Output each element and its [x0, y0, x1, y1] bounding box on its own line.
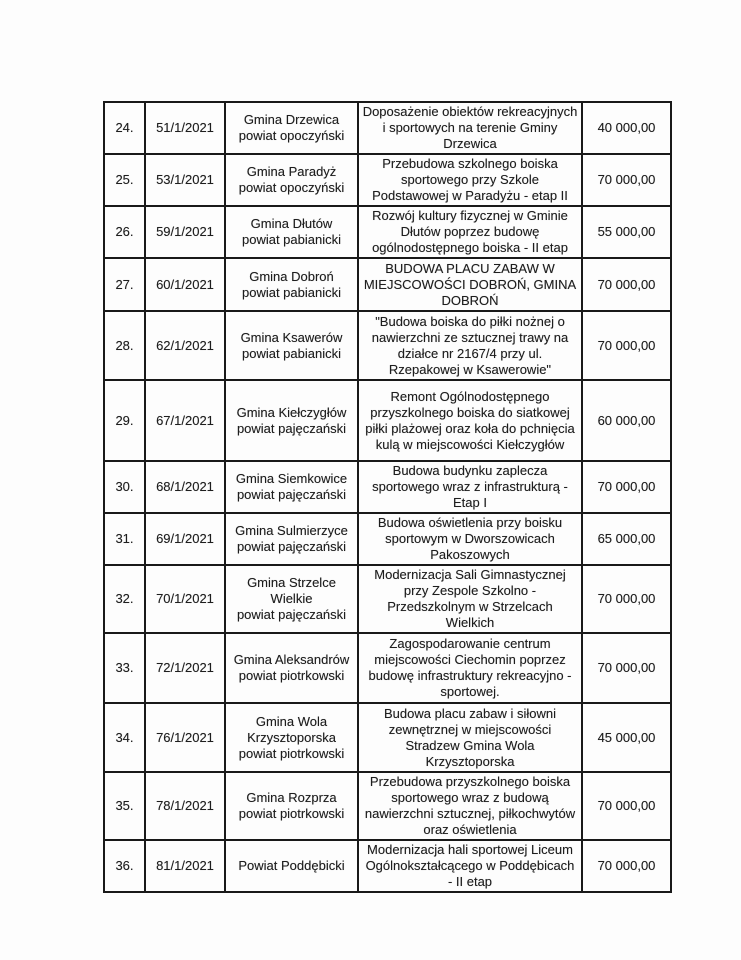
beneficiary-cell — [225, 311, 358, 380]
row-number-cell: 25. — [104, 154, 145, 206]
beneficiary-cell — [225, 154, 358, 206]
row-number-cell: 29. — [104, 380, 145, 461]
beneficiary-district: powiat pabianicki — [241, 345, 341, 361]
application-number-cell: 72/1/2021 — [145, 633, 225, 703]
table-row — [104, 772, 671, 840]
beneficiary-district: powiat opoczyński — [238, 128, 345, 143]
beneficiary-district: powiat pabianicki — [241, 232, 341, 247]
beneficiary-district: powiat pajęczański — [236, 607, 347, 622]
amount-cell: 65 000,00 — [582, 513, 671, 565]
beneficiary-name: Gmina Kiełczygłów — [236, 404, 347, 420]
beneficiary-district: powiat pajęczański — [236, 539, 347, 554]
row-number-cell: 32. — [104, 565, 145, 633]
application-number-cell: 69/1/2021 — [145, 513, 225, 565]
beneficiary-cell — [225, 461, 358, 513]
beneficiary-district: powiat piotrkowski — [238, 745, 345, 761]
beneficiary-cell — [225, 840, 358, 892]
beneficiary-district: powiat pajęczański — [236, 420, 347, 436]
application-number-cell: 60/1/2021 — [145, 258, 225, 311]
beneficiary-cell — [225, 772, 358, 840]
project-name-cell: Modernizacja hali sportowej Liceum Ogólnokształcącego w Poddębicach - II etap — [358, 840, 582, 892]
amount-cell: 55 000,00 — [582, 206, 671, 258]
table-row — [104, 102, 671, 154]
beneficiary-name: Gmina Siemkowice — [235, 471, 348, 486]
beneficiary-cell — [225, 380, 358, 461]
beneficiary-name: Gmina Drzewica — [243, 112, 340, 127]
beneficiary-cell — [225, 703, 358, 772]
project-name-cell: Zagospodarowanie centrum miejscowości Ciechomin poprzez budowę infrastruktury rekreacyjno - sportowej. — [358, 633, 582, 703]
project-name-cell: Budowa oświetlenia przy boisku sportowym w Dworszowicach Pakoszowych — [358, 513, 582, 565]
beneficiary-cell — [225, 258, 358, 311]
application-number-cell: 78/1/2021 — [145, 772, 225, 840]
table-row — [104, 840, 671, 892]
table-row — [104, 513, 671, 565]
row-number-cell: 34. — [104, 703, 145, 772]
beneficiary-name: Gmina Dobroń — [249, 268, 334, 284]
table-row — [104, 380, 671, 461]
beneficiary-cell — [225, 206, 358, 258]
application-number-cell: 70/1/2021 — [145, 565, 225, 633]
table-row — [104, 311, 671, 380]
beneficiary-name: Gmina Wola Krzysztoporska — [247, 713, 336, 745]
project-name-cell: Modernizacja Sali Gimnastycznej przy Zespole Szkolno - Przedszkolnym w Strzelcach Wielkich — [358, 565, 582, 633]
row-number-cell: 33. — [104, 633, 145, 703]
amount-cell: 70 000,00 — [582, 258, 671, 311]
beneficiary-district: powiat opoczyński — [238, 180, 345, 195]
project-name-cell: Przebudowa przyszkolnego boiska sportowego wraz z budową nawierzchni sztucznej, piłkochwytów oraz oświetlenia — [358, 772, 582, 840]
beneficiary-cell — [225, 513, 358, 565]
beneficiary-district: powiat pajęczański — [236, 487, 347, 502]
row-number-cell: 36. — [104, 840, 145, 892]
application-number-cell: 81/1/2021 — [145, 840, 225, 892]
row-number-cell: 30. — [104, 461, 145, 513]
beneficiary-name: Gmina Strzelce Wielkie — [247, 575, 336, 606]
table-row — [104, 258, 671, 311]
project-name-cell: BUDOWA PLACU ZABAW W MIEJSCOWOŚCI DOBROŃ, GMINA DOBROŃ — [358, 258, 582, 311]
row-number-cell: 24. — [104, 102, 145, 154]
beneficiary-name: Gmina Paradyż — [246, 164, 337, 179]
amount-cell: 70 000,00 — [582, 461, 671, 513]
amount-cell: 70 000,00 — [582, 633, 671, 703]
project-name-cell: Doposażenie obiektów rekreacyjnych i sportowych na terenie Gminy Drzewica — [358, 102, 582, 154]
beneficiary-district: powiat piotrkowski — [238, 806, 345, 821]
table-row — [104, 461, 671, 513]
application-number-cell: 68/1/2021 — [145, 461, 225, 513]
beneficiary-name: Gmina Rozprza — [246, 790, 337, 805]
application-number-cell: 51/1/2021 — [145, 102, 225, 154]
row-number-cell: 35. — [104, 772, 145, 840]
project-name-cell: Przebudowa szkolnego boiska sportowego przy Szkole Podstawowej w Paradyżu - etap II — [358, 154, 582, 206]
beneficiary-district: powiat pabianicki — [241, 284, 341, 300]
row-number-cell: 26. — [104, 206, 145, 258]
amount-cell: 70 000,00 — [582, 565, 671, 633]
project-name-cell: Rozwój kultury fizycznej w Gminie Dłutów poprzez budowę ogólnodostępnego boiska - II etap — [358, 206, 582, 258]
amount-cell: 60 000,00 — [582, 380, 671, 461]
row-number-cell: 28. — [104, 311, 145, 380]
beneficiary-name: Gmina Dłutów — [250, 216, 333, 231]
application-number-cell: 53/1/2021 — [145, 154, 225, 206]
table-row — [104, 633, 671, 703]
beneficiary-cell — [225, 565, 358, 633]
amount-cell: 70 000,00 — [582, 311, 671, 380]
application-number-cell: 76/1/2021 — [145, 703, 225, 772]
beneficiary-name: Gmina Sulmierzyce — [235, 523, 348, 538]
amount-cell: 45 000,00 — [582, 703, 671, 772]
project-name-cell: Budowa placu zabaw i siłowni zewnętrznej w miejscowości Stradzew Gmina Wola Krzysztoporska — [358, 703, 582, 772]
beneficiary-name: Powiat Poddębicki — [238, 858, 345, 873]
application-number-cell: 59/1/2021 — [145, 206, 225, 258]
project-name-cell: Remont Ogólnodostępnego przyszkolnego boiska do siatkowej piłki plażowej oraz koła do pchnięcia kulą w miejscowości Kiełczygłów — [358, 380, 582, 461]
grants-table — [103, 101, 672, 893]
project-name-cell: Budowa budynku zaplecza sportowego wraz z infrastrukturą - Etap I — [358, 461, 582, 513]
table-row — [104, 154, 671, 206]
beneficiary-cell — [225, 102, 358, 154]
beneficiary-name: Gmina Aleksandrów — [233, 652, 350, 667]
beneficiary-district: powiat piotrkowski — [238, 668, 345, 683]
table-row — [104, 703, 671, 772]
beneficiary-cell — [225, 633, 358, 703]
amount-cell: 70 000,00 — [582, 154, 671, 206]
application-number-cell: 62/1/2021 — [145, 311, 225, 380]
amount-cell: 40 000,00 — [582, 102, 671, 154]
row-number-cell: 31. — [104, 513, 145, 565]
application-number-cell: 67/1/2021 — [145, 380, 225, 461]
row-number-cell: 27. — [104, 258, 145, 311]
table-row — [104, 565, 671, 633]
table-row — [104, 206, 671, 258]
amount-cell: 70 000,00 — [582, 840, 671, 892]
amount-cell: 70 000,00 — [582, 772, 671, 840]
project-name-cell: "Budowa boiska do piłki nożnej o nawierzchni ze sztucznej trawy na działce nr 2167/4 przy ul. Rzepakowej w Ksawerowie" — [358, 311, 582, 380]
beneficiary-name: Gmina Ksawerów — [240, 329, 343, 345]
